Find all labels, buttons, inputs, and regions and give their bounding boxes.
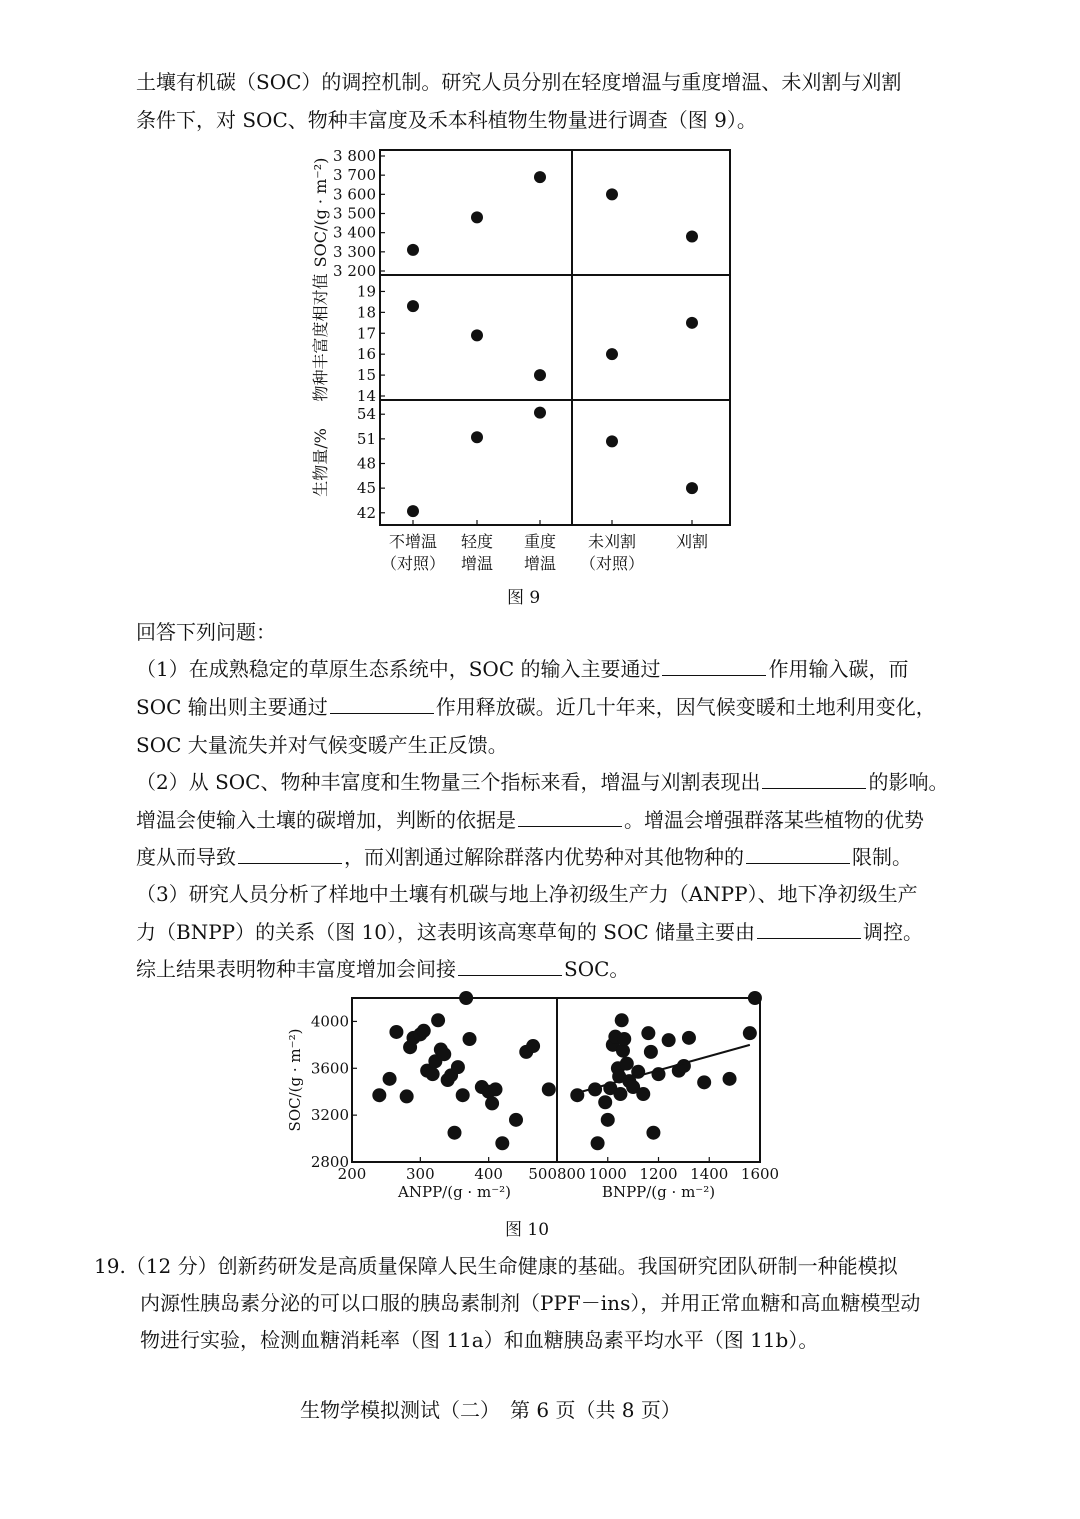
y-tick-label: 3600	[310, 1059, 349, 1078]
data-point	[459, 991, 473, 1005]
x-tick-label: 500	[528, 1165, 557, 1183]
q3-line-3: 综上结果表明物种丰富度增加会间接 SOC。	[136, 957, 630, 981]
y-tick-label: 3 200	[333, 262, 376, 280]
data-point	[485, 1096, 499, 1110]
data-point	[613, 1087, 627, 1101]
y-axis-label: SOC/(g · m⁻²)	[286, 1028, 304, 1132]
intro-line-2: 条件下，对 SOC、物种丰富度及禾本科植物生物量进行调查（图 9）。	[136, 108, 757, 132]
y-tick-label: 42	[356, 503, 376, 522]
data-point	[723, 1072, 737, 1086]
data-point	[686, 231, 698, 243]
data-point	[417, 1024, 431, 1038]
y-tick-label: 2800	[310, 1153, 349, 1171]
data-point	[697, 1075, 711, 1089]
figure-10-chart	[280, 990, 780, 1210]
data-point	[686, 482, 698, 494]
data-point	[451, 1060, 465, 1074]
data-point	[606, 188, 618, 200]
data-point	[463, 1032, 477, 1046]
data-point	[526, 1039, 540, 1053]
data-point	[682, 1031, 696, 1045]
x-category-label: 增温	[523, 554, 557, 573]
y-tick-label: 18	[356, 303, 376, 322]
data-point	[448, 1126, 462, 1140]
intro-line-1: 土壤有机碳（SOC）的调控机制。研究人员分别在轻度增温与重度增温、未刈割与刈割	[136, 70, 902, 94]
data-point	[636, 1087, 650, 1101]
data-point	[471, 211, 483, 223]
q3-line-2: 力（BNPP）的关系（图 10），这表明该高寒草甸的 SOC 储量主要由 调控。	[136, 920, 924, 944]
data-point	[489, 1082, 503, 1096]
data-point	[686, 317, 698, 329]
answer-blank[interactable]	[238, 845, 342, 864]
x-category-label: 未刈割	[587, 532, 637, 551]
data-point	[471, 329, 483, 341]
x-category-label: 刈割	[675, 532, 709, 551]
data-point	[598, 1095, 612, 1109]
y-tick-label: 3 300	[333, 242, 376, 261]
x-category-label: 重度	[523, 532, 557, 551]
y-tick-label: 16	[356, 345, 376, 364]
data-point	[534, 171, 546, 183]
y-tick-label: 3 800	[333, 147, 376, 165]
data-point	[495, 1136, 509, 1150]
y-tick-label: 3 500	[333, 204, 376, 223]
data-point	[641, 1026, 655, 1040]
y-tick-label: 19	[356, 282, 376, 301]
data-point	[426, 1067, 440, 1081]
page-footer: 生物学模拟测试（二） 第 6 页（共 8 页）	[300, 1398, 681, 1422]
answer-blank[interactable]	[757, 920, 861, 939]
x-tick-label: 1000	[588, 1165, 627, 1183]
y-tick-label: 3 700	[333, 166, 376, 185]
x-tick-label: 1600	[740, 1165, 780, 1183]
data-point	[662, 1033, 676, 1047]
x-category-label: 轻度	[460, 532, 494, 551]
trend-line	[577, 1045, 750, 1093]
q2-line-2: 增温会使输入土壤的碳增加，判断的依据是 。增温会增强群落某些植物的优势	[136, 808, 924, 832]
answer-blank[interactable]	[762, 770, 866, 789]
data-point	[617, 1032, 631, 1046]
figure-9-chart	[290, 140, 760, 580]
y-tick-label: 17	[356, 324, 376, 343]
data-point	[431, 1013, 445, 1027]
answer-blank[interactable]	[662, 657, 766, 676]
answer-blank[interactable]	[518, 808, 622, 827]
q3-line-1: （3）研究人员分析了样地中土壤有机碳与地上净初级生产力（ANPP）、地下净初级生产	[136, 882, 918, 906]
data-point	[644, 1045, 658, 1059]
y-tick-label: 45	[356, 479, 376, 498]
x-category-label: 不增温	[388, 532, 438, 551]
data-point	[743, 1026, 757, 1040]
q19-line-2: 内源性胰岛素分泌的可以口服的胰岛素制剂（PPF－ins），并用正常血糖和高血糖模型动	[140, 1291, 921, 1315]
data-point	[601, 1113, 615, 1127]
y-tick-label: 3200	[310, 1106, 349, 1125]
y-tick-label: 14	[356, 387, 376, 405]
data-point	[615, 1013, 629, 1027]
x-tick-label: 200	[337, 1165, 367, 1183]
q19-line-1: 19.（12 分）创新药研发是高质量保障人民生命健康的基础。我国研究团队研制一种能模拟	[94, 1254, 898, 1278]
y-tick-label: 3 600	[333, 185, 376, 204]
y-tick-label: 15	[356, 366, 376, 385]
q2-line-1: （2）从 SOC、物种丰富度和生物量三个指标来看，增温与刈割表现出 的影响。	[136, 770, 949, 794]
data-point	[620, 1057, 634, 1071]
q1-line-1: （1）在成熟稳定的草原生态系统中，SOC 的输入主要通过 作用输入碳，而	[136, 657, 909, 681]
data-point	[407, 300, 419, 312]
x-tick-label: 400	[474, 1165, 503, 1183]
data-point	[591, 1136, 605, 1150]
y-tick-label: 4000	[310, 1012, 349, 1031]
data-point	[389, 1025, 403, 1039]
answer-blank[interactable]	[330, 695, 434, 714]
data-point	[606, 348, 618, 360]
x-tick-label: 1200	[639, 1165, 678, 1183]
data-point	[748, 991, 762, 1005]
x-category-label: （对照）	[579, 554, 645, 573]
x-tick-label: 1400	[690, 1165, 729, 1183]
panel-frame	[380, 150, 730, 275]
x-axis-label: ANPP/(g · m⁻²)	[398, 1183, 511, 1201]
data-point	[471, 431, 483, 443]
data-point	[372, 1088, 386, 1102]
q19-line-3: 物进行实验，检测血糖消耗率（图 11a）和血糖胰岛素平均水平（图 11b）。	[140, 1328, 819, 1352]
q2-line-3: 度从而导致 ，而刈割通过解除群落内优势种对其他物种的 限制。	[136, 845, 912, 869]
data-point	[407, 505, 419, 517]
panel-frame	[380, 275, 730, 400]
panel-y-label: SOC/(g · m⁻²)	[311, 157, 330, 268]
x-tick-label: 300	[406, 1165, 435, 1183]
data-point	[646, 1126, 660, 1140]
answer-blank[interactable]	[458, 957, 562, 976]
data-point	[383, 1072, 397, 1086]
data-point	[400, 1089, 414, 1103]
q1-line-3: SOC 大量流失并对气候变暖产生正反馈。	[136, 733, 508, 757]
y-tick-label: 51	[356, 429, 376, 448]
panel-y-label: 物种丰富度相对值	[311, 273, 330, 402]
data-point	[534, 369, 546, 381]
q1-line-2: SOC 输出则主要通过 作用释放碳。近几十年来，因气候变暖和土地利用变化，	[136, 695, 936, 719]
data-point	[509, 1113, 523, 1127]
data-point	[534, 407, 546, 419]
data-point	[456, 1088, 470, 1102]
y-tick-label: 48	[356, 454, 376, 473]
data-point	[570, 1088, 584, 1102]
panel-frame	[380, 400, 730, 525]
figure-10-caption: 图 10	[505, 1220, 550, 1240]
data-point	[606, 435, 618, 447]
data-point	[407, 244, 419, 256]
x-axis-label: BNPP/(g · m⁻²)	[601, 1183, 716, 1201]
questions-prompt: 回答下列问题：	[136, 620, 276, 644]
x-category-label: 增温	[460, 554, 494, 573]
panel-y-label: 生物量/%	[311, 428, 330, 497]
y-tick-label: 54	[356, 405, 376, 424]
data-point	[437, 1047, 451, 1061]
data-point	[542, 1082, 556, 1096]
x-tick-label: 800	[557, 1165, 586, 1183]
answer-blank[interactable]	[746, 845, 850, 864]
y-tick-label: 3 400	[333, 223, 376, 242]
figure-9-caption: 图 9	[507, 588, 541, 608]
x-category-label: （对照）	[380, 554, 446, 573]
